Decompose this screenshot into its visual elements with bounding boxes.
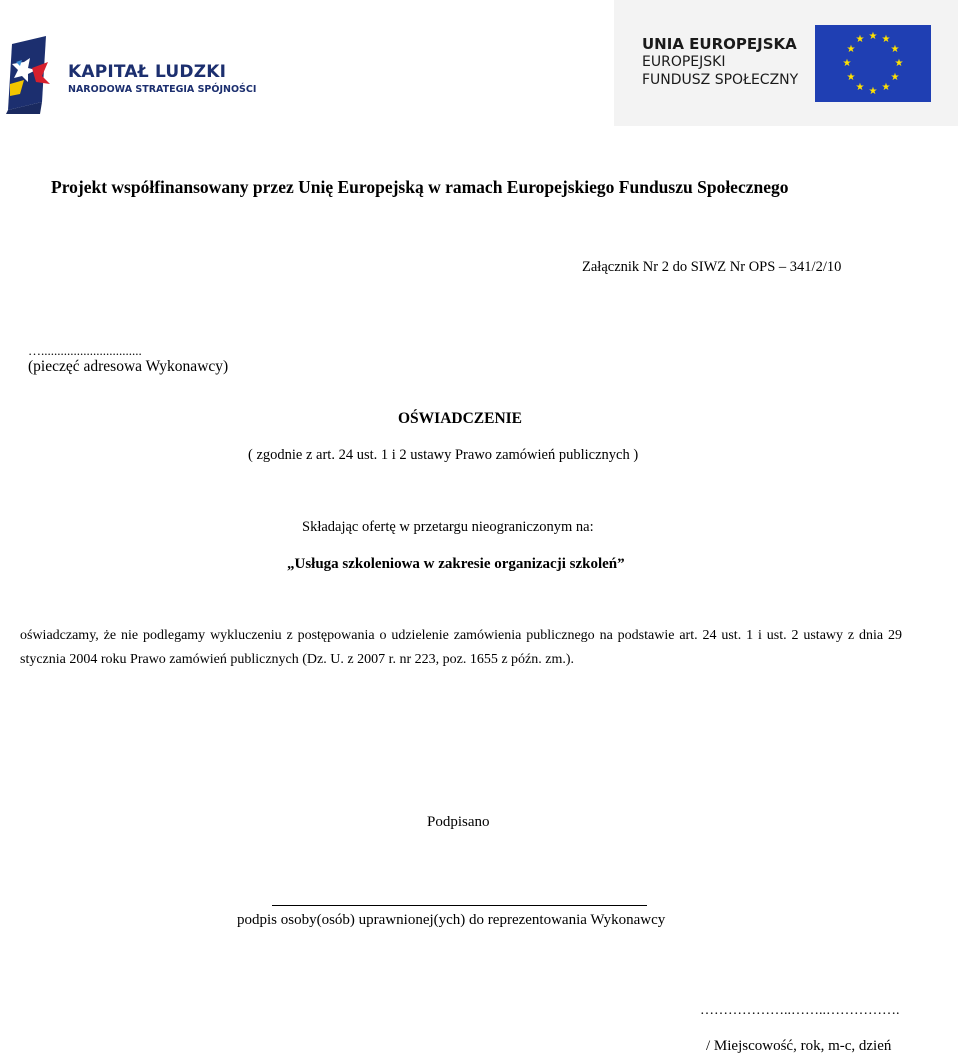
kapital-ludzki-emblem-icon xyxy=(6,36,64,114)
eu-line-3: FUNDUSZ SPOŁECZNY xyxy=(642,72,799,88)
eu-flag-icon xyxy=(815,25,931,102)
eu-logo-text xyxy=(642,35,798,89)
annex-label: Załącznik Nr 2 do SIWZ Nr OPS – 341/2/10 xyxy=(582,259,842,275)
place-date-dots: ………………..……..……………. xyxy=(700,1003,900,1018)
kapital-ludzki-subtitle: NARODOWA STRATEGIA SPÓJNOŚCI xyxy=(68,84,257,95)
stamp-label: (pieczęć adresowa Wykonawcy) xyxy=(28,358,229,375)
kapital-ludzki-title: KAPITAŁ LUDZKI xyxy=(68,62,227,82)
svg-text:★: ★ xyxy=(890,44,900,55)
project-title: Projekt współfinansowany przez Unię Europejską w ramach Europejskiego Funduszu Społecznego xyxy=(51,177,789,197)
eu-line-2: EUROPEJSKI xyxy=(642,54,726,70)
svg-text:★: ★ xyxy=(894,58,904,69)
tender-name: „Usługa szkoleniowa w zakresie organizacji szkoleń” xyxy=(287,556,625,572)
svg-text:★: ★ xyxy=(868,31,878,42)
svg-text:★: ★ xyxy=(846,72,856,83)
svg-text:★: ★ xyxy=(855,82,865,93)
svg-text:★: ★ xyxy=(855,34,865,45)
stamp-placeholder-dots: …............................... xyxy=(28,343,142,358)
signature-line xyxy=(272,905,647,906)
svg-text:★: ★ xyxy=(842,58,852,69)
tender-intro: Składając ofertę w przetargu nieograniczonym na: xyxy=(302,519,594,535)
svg-text:★: ★ xyxy=(868,86,878,97)
statement-paragraph: oświadczamy, że nie podlegamy wykluczeniu z postępowania o udzielenie zamówienia publicznego na podstawie art. 24 ust. 1 i ust. 2 ustawy z dnia 29 stycznia 2004 roku Prawo zamówień publicznych (Dz. U. z 2007 r. nr 223, poz. 1655 z późn. zm.). xyxy=(20,628,902,667)
eu-line-1: UNIA EUROPEJSKA xyxy=(642,35,797,53)
kapital-ludzki-logo xyxy=(6,36,257,114)
place-date-label: / Miejscowość, rok, m-c, dzień xyxy=(706,1038,892,1054)
svg-text:★: ★ xyxy=(881,34,891,45)
signed-label: Podpisano xyxy=(427,814,490,830)
legal-basis: ( zgodnie z art. 24 ust. 1 i 2 ustawy Prawo zamówień publicznych ) xyxy=(248,447,639,463)
document-heading: OŚWIADCZENIE xyxy=(397,410,523,427)
svg-text:★: ★ xyxy=(890,72,900,83)
eu-efs-logo xyxy=(614,0,958,126)
svg-text:★: ★ xyxy=(881,82,891,93)
svg-text:★: ★ xyxy=(846,44,856,55)
signature-caption: podpis osoby(osób) uprawnionej(ych) do reprezentowania Wykonawcy xyxy=(237,912,666,928)
